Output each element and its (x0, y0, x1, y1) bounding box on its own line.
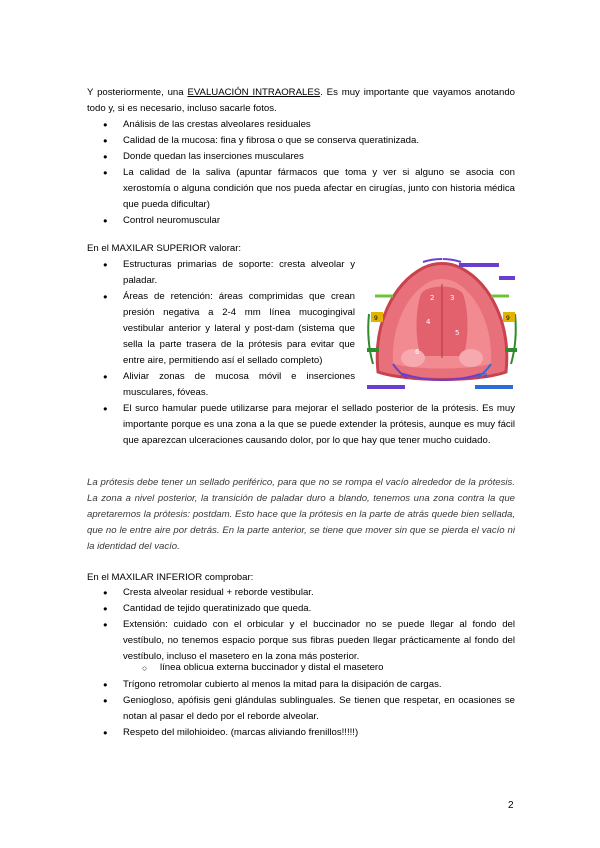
figure-number: 2 (430, 294, 435, 302)
figure-number: 1 (440, 256, 445, 264)
list-item: ● Aliviar zonas de mucosa móvil e inserciones musculares, fóveas. (123, 369, 355, 401)
superior-heading: En el MAXILAR SUPERIOR valorar: (87, 243, 242, 254)
figure-number: 4 (426, 318, 431, 326)
list-item: ● Geniogloso, apófisis geni glándulas sublinguales. Se tienen que respetar, en ocasiones se notan al pasar el dedo por el reborde alveolar. (123, 693, 515, 725)
list-item: ● Trígono retromolar cubierto al menos la mitad para la disipación de cargas. (123, 677, 515, 693)
superior-list (123, 257, 515, 449)
figure-number: 8 (483, 372, 488, 380)
maxilla-diagram-image (363, 254, 521, 396)
italic-paragraph: La prótesis debe tener un sellado periférico, para que no se rompa el vacío alrededor de la prótesis. La zona a nivel posterior, la transición de paladar duro a blando, tenemos una zona contra la que apretaremos la prótesis: postdam. Esto hace que la prótesis en la parte de atrás quede bien sellada, que no le entre aire por detrás. En la parte anterior, se tiene que mover sin que se pierda el vacío ni la identidad del vacío. (87, 477, 515, 552)
sub-list-item: ○ línea oblicua externa buccinador y distal el masetero (160, 660, 515, 676)
list-item: ● Extensión: cuidado con el orbicular y el buccinador no se puede llegar al fondo del vestíbulo, no tenemos espacio porque sus fibras pueden llegar prácticamente al fondo del vestíbulo, incluso el masetero en la zona más posterior. (123, 617, 515, 665)
figure-number: 5 (455, 329, 460, 337)
inferior-list-continued (123, 677, 515, 741)
inferior-list (123, 585, 515, 665)
figure-number: 7 (399, 372, 404, 380)
figure-number: 9 (374, 315, 378, 322)
figure-number: 3 (450, 294, 455, 302)
intro-paragraph (87, 85, 515, 117)
inferior-sublist (160, 660, 515, 676)
inferior-heading: En el MAXILAR INFERIOR comprobar: (87, 572, 254, 583)
list-item: ● Áreas de retención: áreas comprimidas que crean presión negativa a 2-4 mm línea mucogingival vestibular anterior y lateral y post-dam (sistema que sella la parte trasera de la prótesis para evitar que entre aire, permitiendo así el sellado completo) (123, 289, 355, 369)
intro-text-post: . Es muy importante que vayamos anotando todo y, si es necesario, incluso sacarle fotos. (87, 87, 515, 114)
page-number: 2 (508, 800, 514, 811)
list-item: ● Estructuras primarias de soporte: cresta alveolar y paladar. (123, 257, 355, 289)
list-item: ● Análisis de las crestas alveolares residuales (123, 117, 515, 133)
list-item: ● Donde quedan las inserciones musculares (123, 149, 515, 165)
list-item: ● La calidad de la saliva (apuntar fármacos que toma y ver si alguno se asocia con xerostomía o alguna condición que nos pueda afectar en cirugías, junto con historia médica que pueda dificultar) (123, 165, 515, 213)
list-item: ● Respeto del milohioideo. (marcas aliviando frenillos!!!!!) (123, 725, 515, 741)
list-item: ● Control neuromuscular (123, 213, 515, 229)
list-item: ● Cantidad de tejido queratinizado que queda. (123, 601, 515, 617)
list-item: ● El surco hamular puede utilizarse para mejorar el sellado posterior de la prótesis. Es muy importante porque es una zona a la que se puede extender la prótesis, aunque es muy fácil que aparezcan ulceraciones causando dolor, por lo que hay que tener mucho cuidado. (123, 401, 515, 449)
list-item: ● Calidad de la mucosa: fina y fibrosa o que se conserva queratinizada. (123, 133, 515, 149)
intro-text-pre: Y posteriormente, una (87, 87, 188, 98)
intro-list (123, 117, 515, 229)
intro-underlined: EVALUACIÓN INTRAORALES (187, 87, 321, 98)
list-item: ● Cresta alveolar residual + reborde vestibular. (123, 585, 515, 601)
figure-number: 6 (415, 348, 420, 356)
figure-number: 9 (506, 315, 510, 322)
